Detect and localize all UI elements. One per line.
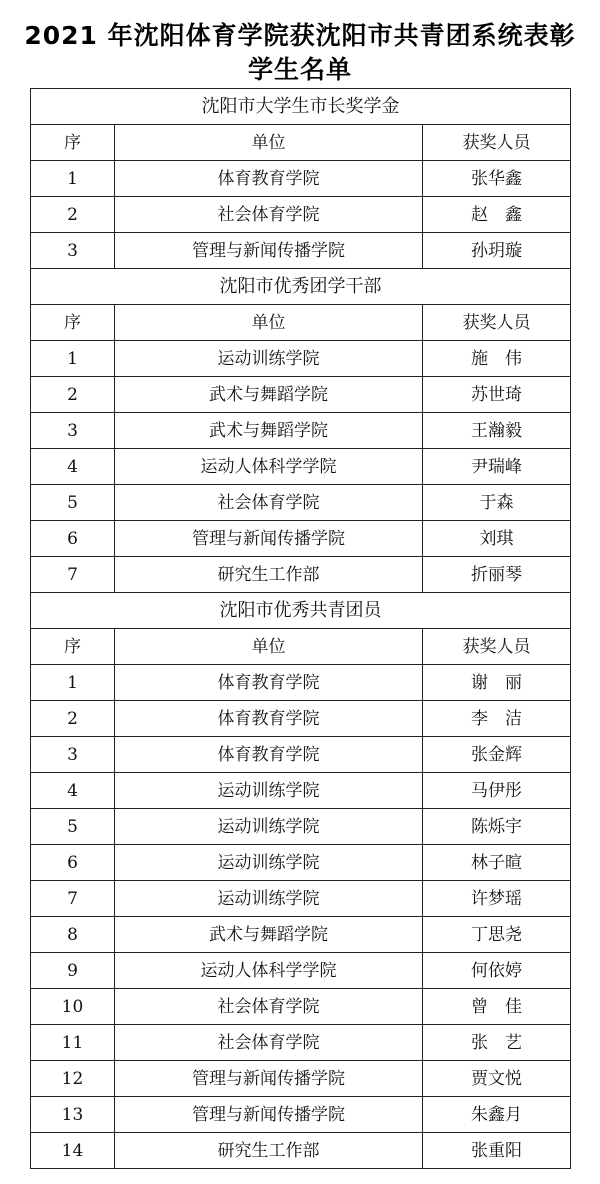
header-awardee: 获奖人员 (423, 305, 571, 341)
cell-seq: 7 (31, 881, 115, 917)
cell-seq: 4 (31, 773, 115, 809)
table-row (31, 1061, 571, 1097)
cell-seq: 13 (31, 1097, 115, 1133)
table-row (31, 845, 571, 881)
cell-seq: 3 (31, 737, 115, 773)
cell-seq: 8 (31, 917, 115, 953)
column-header-row (31, 629, 571, 665)
cell-awardee: 许梦瑶 (423, 881, 571, 917)
table-row (31, 1097, 571, 1133)
cell-unit: 社会体育学院 (115, 485, 423, 521)
header-awardee: 获奖人员 (423, 629, 571, 665)
table-row (31, 809, 571, 845)
cell-seq: 3 (31, 233, 115, 269)
cell-seq: 6 (31, 845, 115, 881)
section-heading: 沈阳市优秀团学干部 (31, 269, 571, 305)
cell-unit: 管理与新闻传播学院 (115, 1097, 423, 1133)
cell-unit: 运动训练学院 (115, 773, 423, 809)
cell-seq: 5 (31, 809, 115, 845)
page-title: 2021 年沈阳体育学院获沈阳市共青团系统表彰 (24, 21, 576, 50)
table-row (31, 341, 571, 377)
cell-awardee: 刘琪 (423, 521, 571, 557)
section-heading-row (31, 269, 571, 305)
page-title-line2: 学生名单 (247, 55, 352, 84)
cell-unit: 研究生工作部 (115, 557, 423, 593)
cell-unit: 体育教育学院 (115, 737, 423, 773)
table-row (31, 881, 571, 917)
cell-seq: 5 (31, 485, 115, 521)
table-row (31, 233, 571, 269)
header-seq: 序 (31, 125, 115, 161)
cell-awardee: 林子暄 (423, 845, 571, 881)
cell-unit: 社会体育学院 (115, 989, 423, 1025)
table-row (31, 953, 571, 989)
section-heading: 沈阳市优秀共青团员 (31, 593, 571, 629)
cell-awardee: 何依婷 (423, 953, 571, 989)
cell-unit: 运动训练学院 (115, 881, 423, 917)
cell-awardee: 赵 鑫 (423, 197, 571, 233)
section-heading-row (31, 89, 571, 125)
cell-awardee: 施 伟 (423, 341, 571, 377)
cell-awardee: 贾文悦 (423, 1061, 571, 1097)
table-row (31, 161, 571, 197)
cell-seq: 2 (31, 701, 115, 737)
table-row (31, 557, 571, 593)
header-unit: 单位 (115, 629, 423, 665)
cell-awardee: 苏世琦 (423, 377, 571, 413)
cell-awardee: 朱鑫月 (423, 1097, 571, 1133)
awards-table (30, 88, 571, 1169)
section-heading: 沈阳市大学生市长奖学金 (31, 89, 571, 125)
column-header-row (31, 305, 571, 341)
cell-seq: 6 (31, 521, 115, 557)
header-seq: 序 (31, 305, 115, 341)
header-unit: 单位 (115, 125, 423, 161)
table-row (31, 917, 571, 953)
cell-awardee: 曾 佳 (423, 989, 571, 1025)
table-row (31, 377, 571, 413)
cell-awardee: 张重阳 (423, 1133, 571, 1169)
cell-seq: 7 (31, 557, 115, 593)
table-row (31, 737, 571, 773)
cell-unit: 管理与新闻传播学院 (115, 521, 423, 557)
cell-seq: 4 (31, 449, 115, 485)
cell-awardee: 李 洁 (423, 701, 571, 737)
cell-awardee: 王瀚毅 (423, 413, 571, 449)
cell-unit: 社会体育学院 (115, 197, 423, 233)
cell-unit: 武术与舞蹈学院 (115, 413, 423, 449)
table-row (31, 449, 571, 485)
cell-seq: 2 (31, 377, 115, 413)
table-row (31, 1025, 571, 1061)
cell-unit: 运动训练学院 (115, 845, 423, 881)
cell-seq: 1 (31, 665, 115, 701)
cell-unit: 运动训练学院 (115, 809, 423, 845)
table-row (31, 701, 571, 737)
cell-seq: 14 (31, 1133, 115, 1169)
header-awardee: 获奖人员 (423, 125, 571, 161)
cell-unit: 武术与舞蹈学院 (115, 917, 423, 953)
cell-seq: 12 (31, 1061, 115, 1097)
cell-awardee: 陈烁宇 (423, 809, 571, 845)
table-row (31, 485, 571, 521)
cell-awardee: 孙玥璇 (423, 233, 571, 269)
table-row (31, 773, 571, 809)
cell-unit: 体育教育学院 (115, 161, 423, 197)
cell-seq: 11 (31, 1025, 115, 1061)
cell-seq: 9 (31, 953, 115, 989)
table-row (31, 197, 571, 233)
header-seq: 序 (31, 629, 115, 665)
cell-awardee: 张 艺 (423, 1025, 571, 1061)
cell-awardee: 张华鑫 (423, 161, 571, 197)
header-unit: 单位 (115, 305, 423, 341)
column-header-row (31, 125, 571, 161)
cell-awardee: 谢 丽 (423, 665, 571, 701)
cell-awardee: 于森 (423, 485, 571, 521)
cell-unit: 社会体育学院 (115, 1025, 423, 1061)
cell-unit: 体育教育学院 (115, 701, 423, 737)
cell-seq: 1 (31, 341, 115, 377)
cell-unit: 管理与新闻传播学院 (115, 1061, 423, 1097)
table-row (31, 521, 571, 557)
section-heading-row (31, 593, 571, 629)
cell-seq: 1 (31, 161, 115, 197)
cell-seq: 10 (31, 989, 115, 1025)
cell-seq: 2 (31, 197, 115, 233)
cell-awardee: 尹瑞峰 (423, 449, 571, 485)
cell-unit: 管理与新闻传播学院 (115, 233, 423, 269)
cell-awardee: 折丽琴 (423, 557, 571, 593)
cell-unit: 运动人体科学学院 (115, 449, 423, 485)
table-row (31, 413, 571, 449)
cell-awardee: 丁思尧 (423, 917, 571, 953)
cell-unit: 运动人体科学学院 (115, 953, 423, 989)
cell-unit: 研究生工作部 (115, 1133, 423, 1169)
table-row (31, 1133, 571, 1169)
cell-unit: 运动训练学院 (115, 341, 423, 377)
cell-unit: 武术与舞蹈学院 (115, 377, 423, 413)
cell-unit: 体育教育学院 (115, 665, 423, 701)
cell-seq: 3 (31, 413, 115, 449)
table-row (31, 665, 571, 701)
table-row (31, 989, 571, 1025)
cell-awardee: 张金辉 (423, 737, 571, 773)
cell-awardee: 马伊彤 (423, 773, 571, 809)
